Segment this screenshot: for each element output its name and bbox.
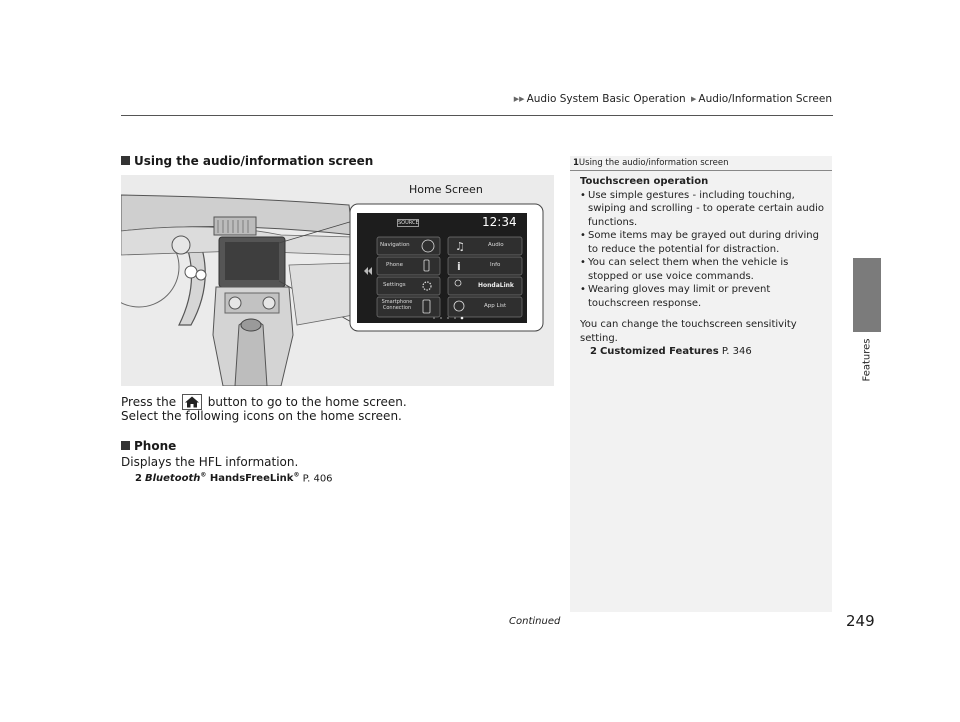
customized-features-reference[interactable]: 2 Customized Features P. 346 [590,346,752,357]
svg-text:♫: ♫ [455,240,465,253]
screen-tile-navigation[interactable]: Navigation [380,242,410,248]
bullet-dot-icon: • [580,284,586,295]
phone-heading: Phone [121,439,176,454]
home-button-icon [182,394,202,410]
side-note-body [580,175,828,359]
square-bullet-icon [121,156,130,165]
select-icons-text: Select the following icons on the home screen. [121,409,402,423]
chapter-tab-label: Features [861,338,873,382]
continued-label: Continued [509,616,561,627]
bluetooth-handsfreelink-reference[interactable]: 2 Bluetooth® HandsFreeLink® P. 406 [135,472,333,485]
dashboard-drawing [121,175,554,386]
side-note-heading: 1Using the audio/information screen [573,158,729,168]
header-divider [121,115,833,116]
chapter-tab-marker [853,258,881,332]
breadcrumb [512,93,832,105]
figure-caption: Home Screen [409,183,483,196]
page-number: 249 [846,612,875,630]
breadcrumb-level1[interactable]: Audio System Basic Operation [526,93,686,105]
breadcrumb-level2[interactable]: Audio/Information Screen [698,93,832,105]
side-note-paragraph: You can change the touchscreen sensitivity setting. [580,319,797,344]
side-note-divider [570,170,832,171]
bullet-dot-icon: • [580,230,586,241]
bullet-dot-icon: • [580,257,586,268]
side-note-subheading: Touchscreen operation [580,176,709,187]
side-note-bullet: • You can select them when the vehicle is stopped or use voice commands. [580,257,789,282]
svg-text:i: i [457,260,461,273]
square-bullet-icon [121,441,130,450]
phone-description: Displays the HFL information. [121,455,299,469]
screen-tile-phone[interactable]: Phone [386,262,404,268]
screen-tile-hondalink[interactable]: HondaLink [478,282,514,289]
screen-tile-smartphone-connection[interactable]: Smartphone Connection [381,299,413,311]
screen-tile-settings[interactable]: Settings [383,282,406,288]
side-note-bullet: • Use simple gestures - including touching, swiping and scrolling - to operate certain audio functions. [580,189,824,228]
screen-tile-app-list[interactable]: App List [484,303,507,309]
dashboard-illustration [121,175,554,386]
screen-tile-audio[interactable]: Audio [488,242,504,248]
side-note-bullet: • Some items may be grayed out during driving to reduce the potential for distraction. [580,230,819,255]
triangle-icon: ▶▶ [513,95,525,103]
triangle-icon: ▶ [691,95,697,103]
side-note-bullet: • Wearing gloves may limit or prevent touchscreen response. [580,284,771,309]
screen-clock: 12:34 [482,215,517,229]
press-home-instruction: Press the button to go to the home screen. [121,395,407,409]
bullet-dot-icon: • [580,189,586,201]
screen-tile-info[interactable]: Info [490,262,501,268]
screen-source-button[interactable]: SOURCE [398,220,419,226]
section-title: Using the audio/information screen [121,154,373,168]
